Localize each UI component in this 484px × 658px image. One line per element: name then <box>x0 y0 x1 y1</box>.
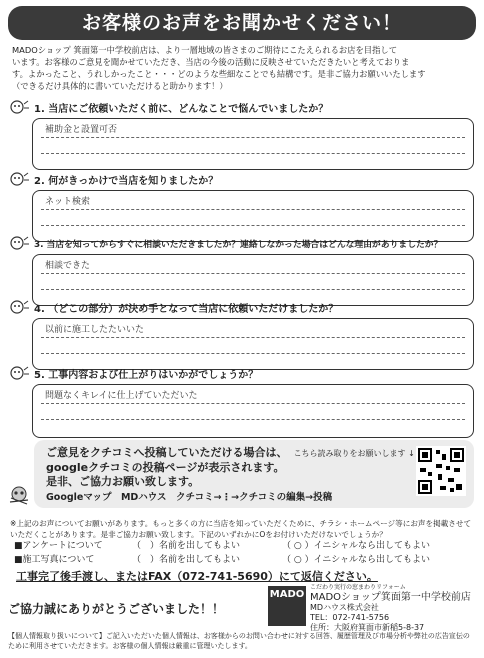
intro-line: います。お客様のご意見を聞かせていただき、当店の今後の活動に反映させていただきたいと考えておりま <box>12 57 410 67</box>
scan-note: こちら読み取りをお願いします ↓ <box>293 449 415 458</box>
review-request-box <box>34 440 474 508</box>
character-icon <box>10 299 30 315</box>
question-label: 3. 当店を知ってからすぐに相談いただきましたか？連絡しなかった場合はどんな理由がありましたか？ <box>34 239 443 250</box>
question-label: 1. 当店にご依頼いただく前に、どんなことで悩んでいましたか？ <box>34 103 329 115</box>
question-3 <box>10 234 474 306</box>
qr-code-icon[interactable] <box>416 446 466 496</box>
intro-line: MADOショップ 箕面第一中学校前店は、より一層地域の皆さまのご期待にこたえられるお店を目指して <box>12 45 397 55</box>
character-icon <box>10 99 30 115</box>
shop-tagline: こだわり実行の窓まわりリフォーム <box>310 584 406 591</box>
answer-box-1[interactable] <box>32 118 474 170</box>
answer-box-5[interactable] <box>32 384 474 438</box>
privacy-notice: 【個人情報取り扱いについて】ご記入いただいた個人情報は、お客様からのお問い合わせに対する回答、履歴管理及び市場分析や弊社の広告宣伝のために利用させていただきます。お客様の個人情報は厳重に管理いたします。 <box>8 632 470 650</box>
question-5 <box>10 364 474 438</box>
shop-company: MDハウス株式会社 <box>310 603 379 612</box>
mado-logo: MADO <box>268 586 306 626</box>
consent-row-survey <box>14 538 430 551</box>
review-line-2: googleクチコミの投稿ページが表示されます。 <box>46 461 285 474</box>
character-icon <box>10 171 30 187</box>
question-label: 2. 何がきっかけで当店を知りましたか？ <box>34 175 219 187</box>
answer-text: 問題なくキレイに仕上げていただいた <box>45 391 198 401</box>
answer-text: 補助金と設置可否 <box>45 125 118 135</box>
shop-tel: TEL：072-741-5756 <box>310 613 390 622</box>
answer-text: 相談できた <box>45 261 91 271</box>
question-1 <box>10 98 474 170</box>
row-label: ■アンケートについて <box>14 541 103 551</box>
answer-text: ネット検索 <box>45 197 91 207</box>
character-icon <box>10 365 30 381</box>
row-label: ■施工写真について <box>14 555 95 565</box>
consent-text: ※上記のお声についてお願いがあります。もっと多くの方に当店を知っていただくために、チラシ・ホームページ等にお声を掲載させていただくことがあります。是非ご協力お願い致します。下記のいずれかにOをお付けいただけないでしょうか？ <box>10 519 472 539</box>
answer-text: 以前に施工したたいいた <box>45 325 145 335</box>
shop-info <box>310 583 471 633</box>
answer-box-4[interactable] <box>32 318 474 370</box>
question-2 <box>10 170 474 242</box>
review-line-3: 是非、ご協力お願い致します。 <box>46 475 200 488</box>
option-initial[interactable]: （ ○ ）イニシャルなら出してもよい <box>282 541 431 551</box>
shop-name: MADOショップ箕面第一中学校前店 <box>310 592 471 603</box>
review-instructions: Googleマップ MDハウス クチコミ→⋮→クチコミの編集→投稿 <box>46 492 333 503</box>
intro-line: （できるだけ具体的に書いていただけると助かります！） <box>12 81 228 91</box>
question-label: 5. 工事内容および仕上がりはいかがでしょうか？ <box>34 369 259 381</box>
intro-text <box>12 44 474 92</box>
mascot-icon <box>8 484 30 506</box>
page-title: お客様のお声をお聞かせください！ <box>8 6 476 40</box>
shop-address: 住所：大阪府箕面市新稲5-8-37 <box>310 623 425 632</box>
consent-row-photo <box>14 552 430 565</box>
option-initial[interactable]: （ ○ ）イニシャルなら出してもよい <box>282 555 431 565</box>
option-name[interactable]: （ ）名前を出してもよい <box>132 541 241 551</box>
question-label: 4. （どこの部分）が決め手となって当店に依頼いただけましたか？ <box>34 303 339 315</box>
question-4 <box>10 298 474 370</box>
intro-line: す。よかったこと、うれしかったこと・・・どのような些細なことでも結構です。是非ご協力お願いいたします <box>12 69 426 79</box>
option-name[interactable]: （ ）名前を出してもよい <box>132 555 241 565</box>
thanks-text: ご協力誠にありがとうございました！！ <box>8 602 225 616</box>
character-icon <box>10 235 30 251</box>
fax-instruction: 工事完了後手渡し、またはFAX（072-741-5690）にて返信ください。 <box>16 570 378 583</box>
review-line-1: ご意見をクチコミへ投稿していただける場合は、 こちら読み取りをお願いします ↓ <box>46 446 415 459</box>
